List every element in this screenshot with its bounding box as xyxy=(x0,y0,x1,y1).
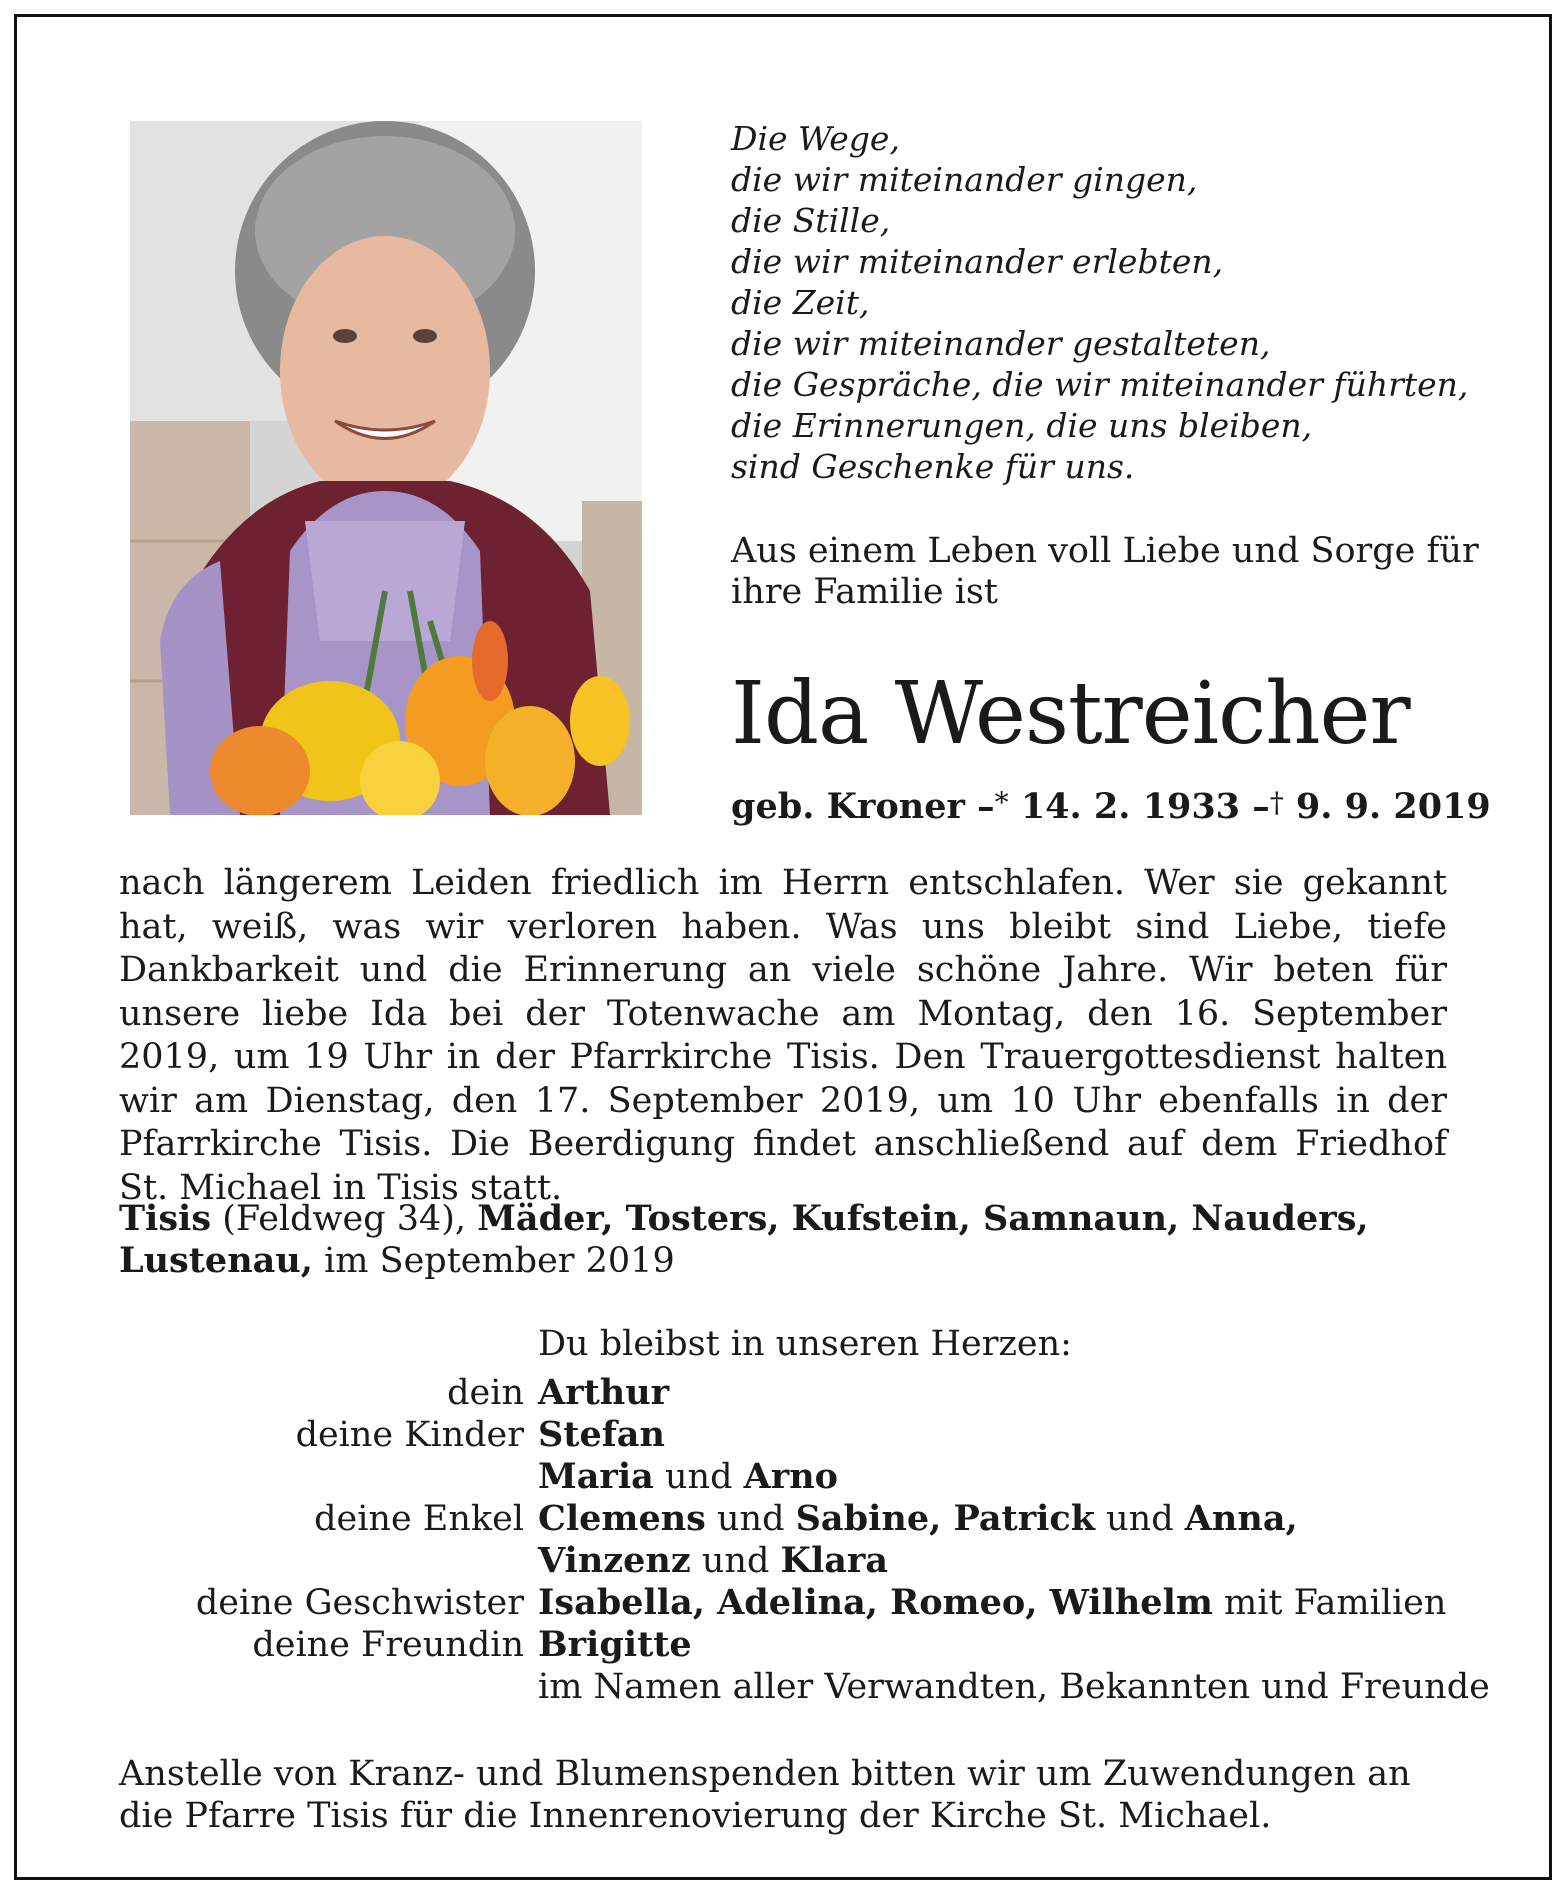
portrait-photo xyxy=(130,121,642,815)
birth-symbol: * xyxy=(994,786,1009,819)
poem-line: die Erinnerungen, die uns bleiben, xyxy=(731,406,1313,445)
family-role: deine Freundin xyxy=(252,1625,524,1665)
family-name: Maria xyxy=(538,1456,654,1497)
poem-line: die Zeit, xyxy=(731,283,870,322)
conjunction: und xyxy=(717,1499,785,1539)
family-role xyxy=(119,1666,538,1708)
maiden-name: geb. Kroner xyxy=(731,786,965,827)
conjunction: und xyxy=(664,1457,733,1497)
poem-line: die wir miteinander gingen, xyxy=(731,160,1198,199)
poem-line: die wir miteinander gestalteten, xyxy=(731,324,1271,363)
poem-line: die Stille, xyxy=(731,201,891,240)
family-name: Anna, xyxy=(1184,1498,1298,1539)
family-name: Clemens xyxy=(538,1498,706,1539)
family-row xyxy=(119,1372,1459,1414)
family-suffix: mit Familien xyxy=(1224,1583,1447,1623)
deceased-name: Ida Westreicher xyxy=(731,664,1410,764)
family-row xyxy=(119,1498,1459,1540)
location-others: Mäder, Tosters, Kufstein, Samnaun, Nauders, Lustenau, xyxy=(119,1198,1369,1281)
locations-line xyxy=(119,1198,1459,1282)
intro-text: Aus einem Leben voll Liebe und Sorge für ihre Familie ist xyxy=(731,531,1479,612)
heart-line: Du bleibst in unseren Herzen: xyxy=(538,1324,1072,1364)
location-primary: Tisis xyxy=(119,1198,212,1239)
family-row xyxy=(119,1582,1459,1624)
death-symbol: † xyxy=(1269,786,1284,819)
family-row xyxy=(119,1540,1459,1582)
poem-line: die Gespräche, die wir miteinander führten, xyxy=(731,365,1469,404)
poem xyxy=(731,118,1491,487)
family-row xyxy=(119,1456,1459,1498)
conjunction: und xyxy=(701,1541,770,1581)
family-name: Arno xyxy=(743,1456,839,1497)
family-role xyxy=(119,1540,538,1582)
poem-line: die wir miteinander erlebten, xyxy=(731,242,1224,281)
family-role: deine Enkel xyxy=(314,1499,524,1539)
family-row xyxy=(119,1414,1459,1456)
family-role: deine Geschwister xyxy=(195,1583,524,1623)
birth-date: 14. 2. 1933 xyxy=(1020,786,1241,827)
family-name: Vinzenz xyxy=(538,1540,691,1581)
location-address: (Feldweg 34), xyxy=(222,1199,467,1239)
family-role: deine Kinder xyxy=(295,1415,524,1455)
family-name: Arthur xyxy=(538,1372,670,1413)
poem-line: Die Wege, xyxy=(731,119,900,158)
family-name: Brigitte xyxy=(538,1624,692,1665)
donation-note: Anstelle von Kranz- und Blumenspenden bitten wir um Zuwendungen an die Pfarre Tisis für die Innenrenovierung der Kirche St. Michael. xyxy=(119,1754,1411,1836)
family-name: Isabella, Adelina, Romeo, Wilhelm xyxy=(538,1582,1213,1623)
location-date: im September 2019 xyxy=(324,1241,675,1281)
family-row xyxy=(119,1624,1459,1666)
poem-line: sind Geschenke für uns. xyxy=(731,447,1135,486)
family-name: Sabine, Patrick xyxy=(795,1498,1095,1539)
announcement-body: nach längerem Leiden friedlich im Herrn entschlafen. Wer sie gekannt hat, weiß, was wir verloren haben. Was uns bleibt sind Liebe, tiefe Dankbarkeit und die Erinnerung an viele schöne Jahre. Wir beten für unsere liebe Ida bei der Totenwache am Montag, den 16. September 2019, um 19 Uhr in der Pfarrkirche Tisis. Den Trauergottesdienst halten wir am Dienstag, den 17. September 2019, um 10 Uhr ebenfalls in der Pfarrkirche Tisis. Die Beerdigung findet anschließend auf dem Friedhof St. Michael in Tisis statt. xyxy=(119,863,1447,1208)
separator: – xyxy=(1252,786,1270,827)
family-name: Klara xyxy=(780,1540,889,1581)
family-list xyxy=(119,1372,1490,1708)
family-row xyxy=(119,1666,1490,1708)
portrait-illustration xyxy=(130,121,642,815)
family-name: Stefan xyxy=(538,1414,665,1455)
family-role xyxy=(119,1456,538,1498)
life-dates xyxy=(731,779,1491,831)
family-closing: im Namen aller Verwandten, Bekannten und Freunde xyxy=(538,1667,1490,1707)
conjunction: und xyxy=(1106,1499,1174,1539)
family-role: dein xyxy=(447,1373,524,1413)
death-date: 9. 9. 2019 xyxy=(1295,786,1491,827)
separator: – xyxy=(977,786,995,827)
